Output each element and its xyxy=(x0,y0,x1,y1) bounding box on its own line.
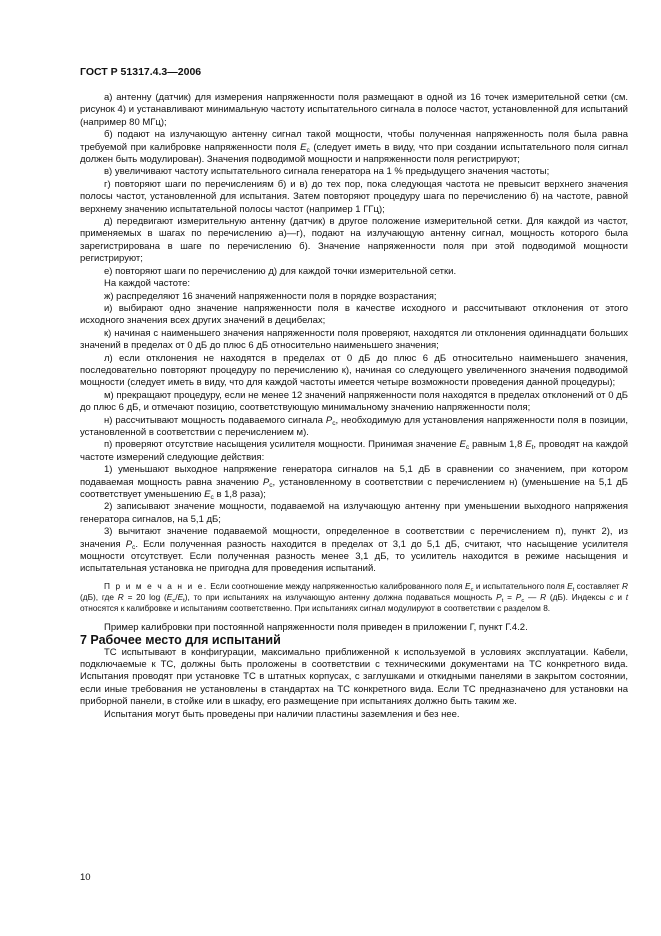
each-frequency-heading: На каждой частоте: xyxy=(104,278,191,290)
action-3: 3) вычитают значение подаваемой мощности, определенное в соответствии с перечислением п), пункт 2), из значения $Р_с$. Если полученная разность находится в пределах от 3,1 до 5,1 дБ, считают, что насыщение усилителя мощности отсутствует. Если полученная разность менее 3,1 дБ, то усилитель находится в режиме насыщения и испытательная установка не пригодна для проведения испытаний. xyxy=(80,526,628,575)
step-g: г) повторяют шаги по перечислениям б) и в) до тех пор, пока следующая частота не превысит верхнего значения полосы частот, установленной для испытания. Затем повторяют процедуру шага по перечислению б) на частоте, равной верхнему значению испытательной полосы частот (например 1 ГГц); xyxy=(80,178,628,215)
section-7-paragraph-2: Испытания могут быть проведены при наличии пластины заземления и без нее. xyxy=(104,708,460,720)
subscript-t: t xyxy=(531,444,534,452)
section-7-paragraph-1: ТС испытывают в конфигурации, максимально приближенной к используемой в условиях эксплуатации. Кабели, подключаемые к ТС, должны быть проложены в соответствии с техническими документами на ТС конкретного вида. Испытания проводят при установке ТС в штатных корпусах, с заглушками и откидными панелями в закрытом состоянии, если иные требования не установлены в стандартах на ТС конкретного вида. Если ТС предназначено для установки на приборной панели, в стойке или в шкафу, его размещение при испытаниях должно быть таким же. xyxy=(80,646,628,708)
step-d: д) передвигают измерительную антенну (датчик) в другое положение измерительной сетки. Для каждой из частот, применяемых в шагах по перечислению а)—г), подают на излучающую антенну сигнал, мощность которого была зарегистрирована в шаге по перечислению б). Значение напряженности поля при этой подводимой мощности регистрируют; xyxy=(80,216,628,265)
step-i: и) выбирают одно значение напряженности поля в качестве исходного и рассчитывают отклонения от этого исходного значения всех других значений в децибелах; xyxy=(80,302,628,327)
step-p: п) проверяют отсутствие насыщения усилителя мощности. Принимая значение $Е_с$ равным 1,8 $Е_t$, проводят на каждой частоте измерений следующие действия: xyxy=(80,439,629,463)
step-m: м) прекращают процедуру, если не менее 12 значений напряженности поля находятся в пределах отклонений от 0 дБ до плюс 6 дБ, и отмечают позицию, соответствующую минимальному значению напряженности поля; xyxy=(80,389,628,414)
step-e: е) повторяют шаги по перечислению д) для каждой точки измерительной сетки. xyxy=(104,265,457,277)
symbol-p: Р xyxy=(325,414,333,426)
subscript-c: с xyxy=(306,146,310,154)
step-k: к) начиная с наименьшего значения напряженности поля проверяют, находятся ли отклонения одиннадцати больших значений в пределах от 0 дБ до плюс 6 дБ относительно наименьшего значения; xyxy=(80,327,628,352)
step-b: б) подают на излучающую антенну сигнал такой мощности, чтобы полученная напряженность поля была равна требуемой при калибровке напряженности поля $Е_с$ (следует иметь в виду, что при создании испытательного поля сигнал должен быть модулирован). Значения подводимой мощности и напряженности поля регистрируют; xyxy=(80,129,629,166)
note: П р и м е ч а н и е. Если соотношение между напряженностью калиброванного поля $Е_с$ и испытательного поля $Е_t$ составляет R (дБ), где R = 20 $\log (Е_с/Е_t)$, то при испытаниях на излучающую антенну должна подаваться мощность $Р_t = Р_с$ — R (дБ). Индексы с и t относятся к калибровке и испытаниям соответственно. При испытаниях сигнал модулируют в соответствии с разделом 8. xyxy=(80,580,629,613)
calibration-example-reference: Пример калибровки при постоянной напряженности поля приведен в приложении Г, пункт Г.4.2. xyxy=(104,621,528,633)
note-label: П р и м е ч а н и е. xyxy=(104,580,208,591)
action-1: 1) уменьшают выходное напряжение генератора сигналов на 5,1 дБ в сравнении со значением, при котором подаваемая мощность равна значению $Р_с$, установленному в соответствии с перечислением н) (уменьшение на 5,1 дБ соответствует уменьшению $Е_с$ в 1,8 раза); xyxy=(80,464,629,501)
document-body xyxy=(80,92,628,721)
section-7-title: 7 Рабочее место для испытаний xyxy=(80,633,281,648)
symbol-e: Е xyxy=(300,141,307,153)
document-code: ГОСТ Р 51317.4.3—2006 xyxy=(80,66,202,78)
step-v: в) увеличивают частоту испытательного сигнала генератора на 1 % предыдущего значения частоты; xyxy=(104,166,550,178)
page-number: 10 xyxy=(80,872,91,883)
action-2: 2) записывают значение мощности, подаваемой на излучающую антенну при уменьшении выходного напряжения генератора сигналов, на 5,1 дБ; xyxy=(80,501,628,525)
step-a: а) антенну (датчик) для измерения напряженности поля размещают в одной из 16 точек измерительной сетки (см. рисунок 4) и устанавливают минимальную частоту испытательного сигнала в полосе частот, установленной для испытаний (например 80 МГц); xyxy=(80,92,628,128)
step-zh: ж) распределяют 16 значений напряженности поля в порядке возрастания; xyxy=(104,290,437,302)
step-n: н) рассчитывают мощность подаваемого сигнала $Р_с$, необходимую для установления напряженности поля в позиции, установленной в соответствии с перечислением м). xyxy=(80,414,629,438)
step-l: л) если отклонения не находятся в пределах от 0 дБ до плюс 6 дБ относительно наименьшего значения, последовательно повторяют процедуру по перечислению к), начиная со следующего увеличенного значения подводимой мощности (следует иметь в виду, что для каждой частоты имеется четыре возможности проведения данной процедуры); xyxy=(80,352,628,389)
